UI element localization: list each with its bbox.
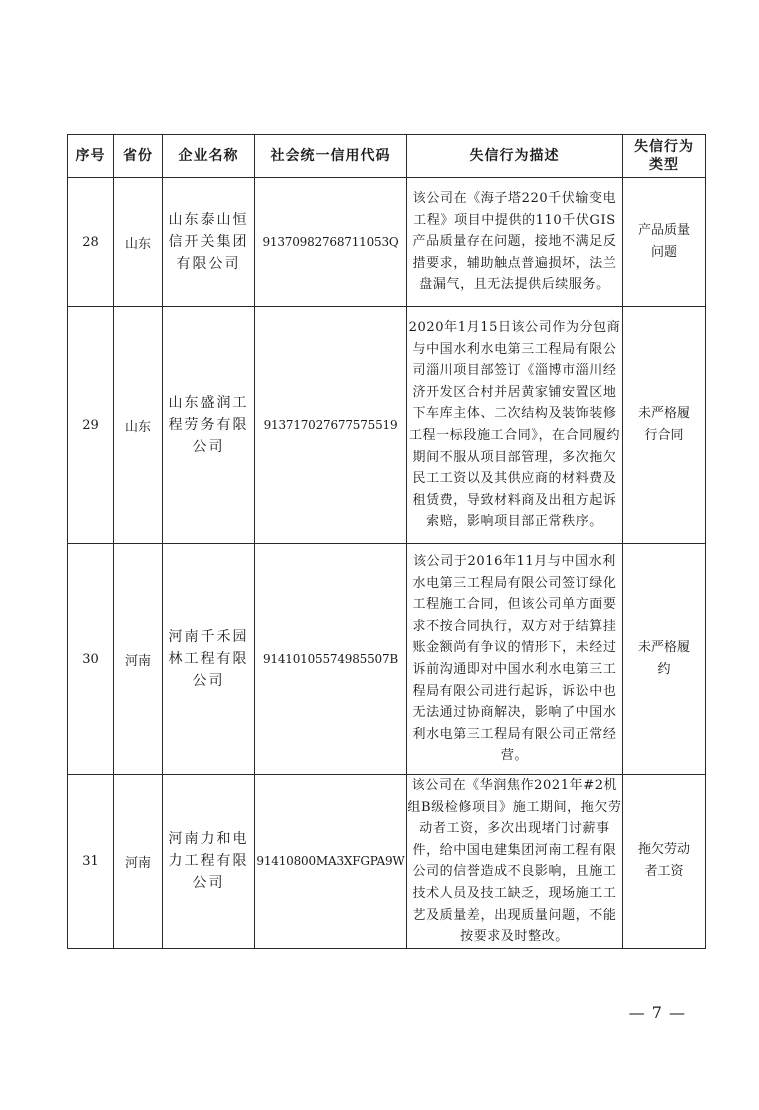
row-type	[623, 178, 706, 307]
row-type-label: 拖欠劳动者工资	[637, 842, 690, 880]
row-description: 2020年1月15日该公司作为分包商与中国水利水电第三工程局有限公司淄川项目部签订《淄博市淄川经济开发区合村并居黄家铺安置区地下车库主体、二次结构及装饰装修工程一标段施工合同》，在合同履约期间不服从项目部管理，多次拖欠民工工资以及其供应商的材料费及租赁费，导致材料商及出租方起诉索赔，影响项目部正常秩序。	[407, 307, 623, 544]
table-row	[68, 178, 706, 307]
row-description: 该公司于2016年11月与中国水利水电第三工程局有限公司签订绿化工程施工合同，但该公司单方面要求不按合同执行，双方对于结算挂账金额尚有争议的情形下，未经过诉前沟通即对中国水利水电第三工程局有限公司进行起诉，诉讼中也无法通过协商解决，影响了中国水利水电第三工程局有限公司正常经营。	[407, 544, 623, 775]
row-type	[623, 775, 706, 949]
table-row	[68, 307, 706, 544]
row-description: 该公司在《海子塔220千伏输变电工程》项目中提供的110千伏GIS产品质量存在问题，接地不满足反措要求，辅助触点普遍损坏，法兰盘漏气，且无法提供后续服务。	[407, 178, 623, 307]
page-number: — 7 —	[628, 1003, 686, 1022]
row-type-label: 未严格履约	[637, 640, 690, 677]
row-company: 山东盛润工程劳务有限公司	[163, 307, 255, 544]
header-credit-code: 社会统一信用代码	[255, 135, 407, 178]
header-description: 失信行为描述	[407, 135, 623, 178]
header-seq: 序号	[68, 135, 114, 178]
row-province: 山东	[114, 307, 163, 544]
header-type-label: 失信行为类型	[634, 139, 694, 173]
header-type	[623, 135, 706, 178]
table-row	[68, 544, 706, 775]
row-company: 山东泰山恒信开关集团有限公司	[163, 178, 255, 307]
row-province: 山东	[114, 178, 163, 307]
row-seq: 30	[68, 544, 114, 775]
table-header-row	[68, 135, 706, 178]
row-credit-code: 91410105574985507B	[255, 544, 407, 775]
table-row	[68, 775, 706, 949]
row-credit-code: 91370982768711053Q	[255, 178, 407, 307]
row-credit-code: 91410800MA3XFGPA9W	[255, 775, 407, 949]
row-seq: 31	[68, 775, 114, 949]
dishonesty-table	[67, 134, 706, 949]
row-type	[623, 307, 706, 544]
header-company: 企业名称	[163, 135, 255, 178]
row-seq: 28	[68, 178, 114, 307]
row-province: 河南	[114, 544, 163, 775]
row-company: 河南力和电力工程有限公司	[163, 775, 255, 949]
header-province: 省份	[114, 135, 163, 178]
row-description: 该公司在《华润焦作2021年#2机组B级检修项目》施工期间，拖欠劳动者工资，多次出现堵门讨薪事件，给中国电建集团河南工程有限公司的信誉造成不良影响，且施工技术人员及技工缺乏，现场施工工艺及质量差，出现质量问题，不能按要求及时整改。	[407, 775, 623, 949]
row-seq: 29	[68, 307, 114, 544]
row-province: 河南	[114, 775, 163, 949]
row-type-label: 产品质量问题	[637, 223, 690, 260]
row-type-label: 未严格履行合同	[637, 406, 690, 443]
row-credit-code: 913717027677575519	[255, 307, 407, 544]
row-type	[623, 544, 706, 775]
row-company: 河南千禾园林工程有限公司	[163, 544, 255, 775]
